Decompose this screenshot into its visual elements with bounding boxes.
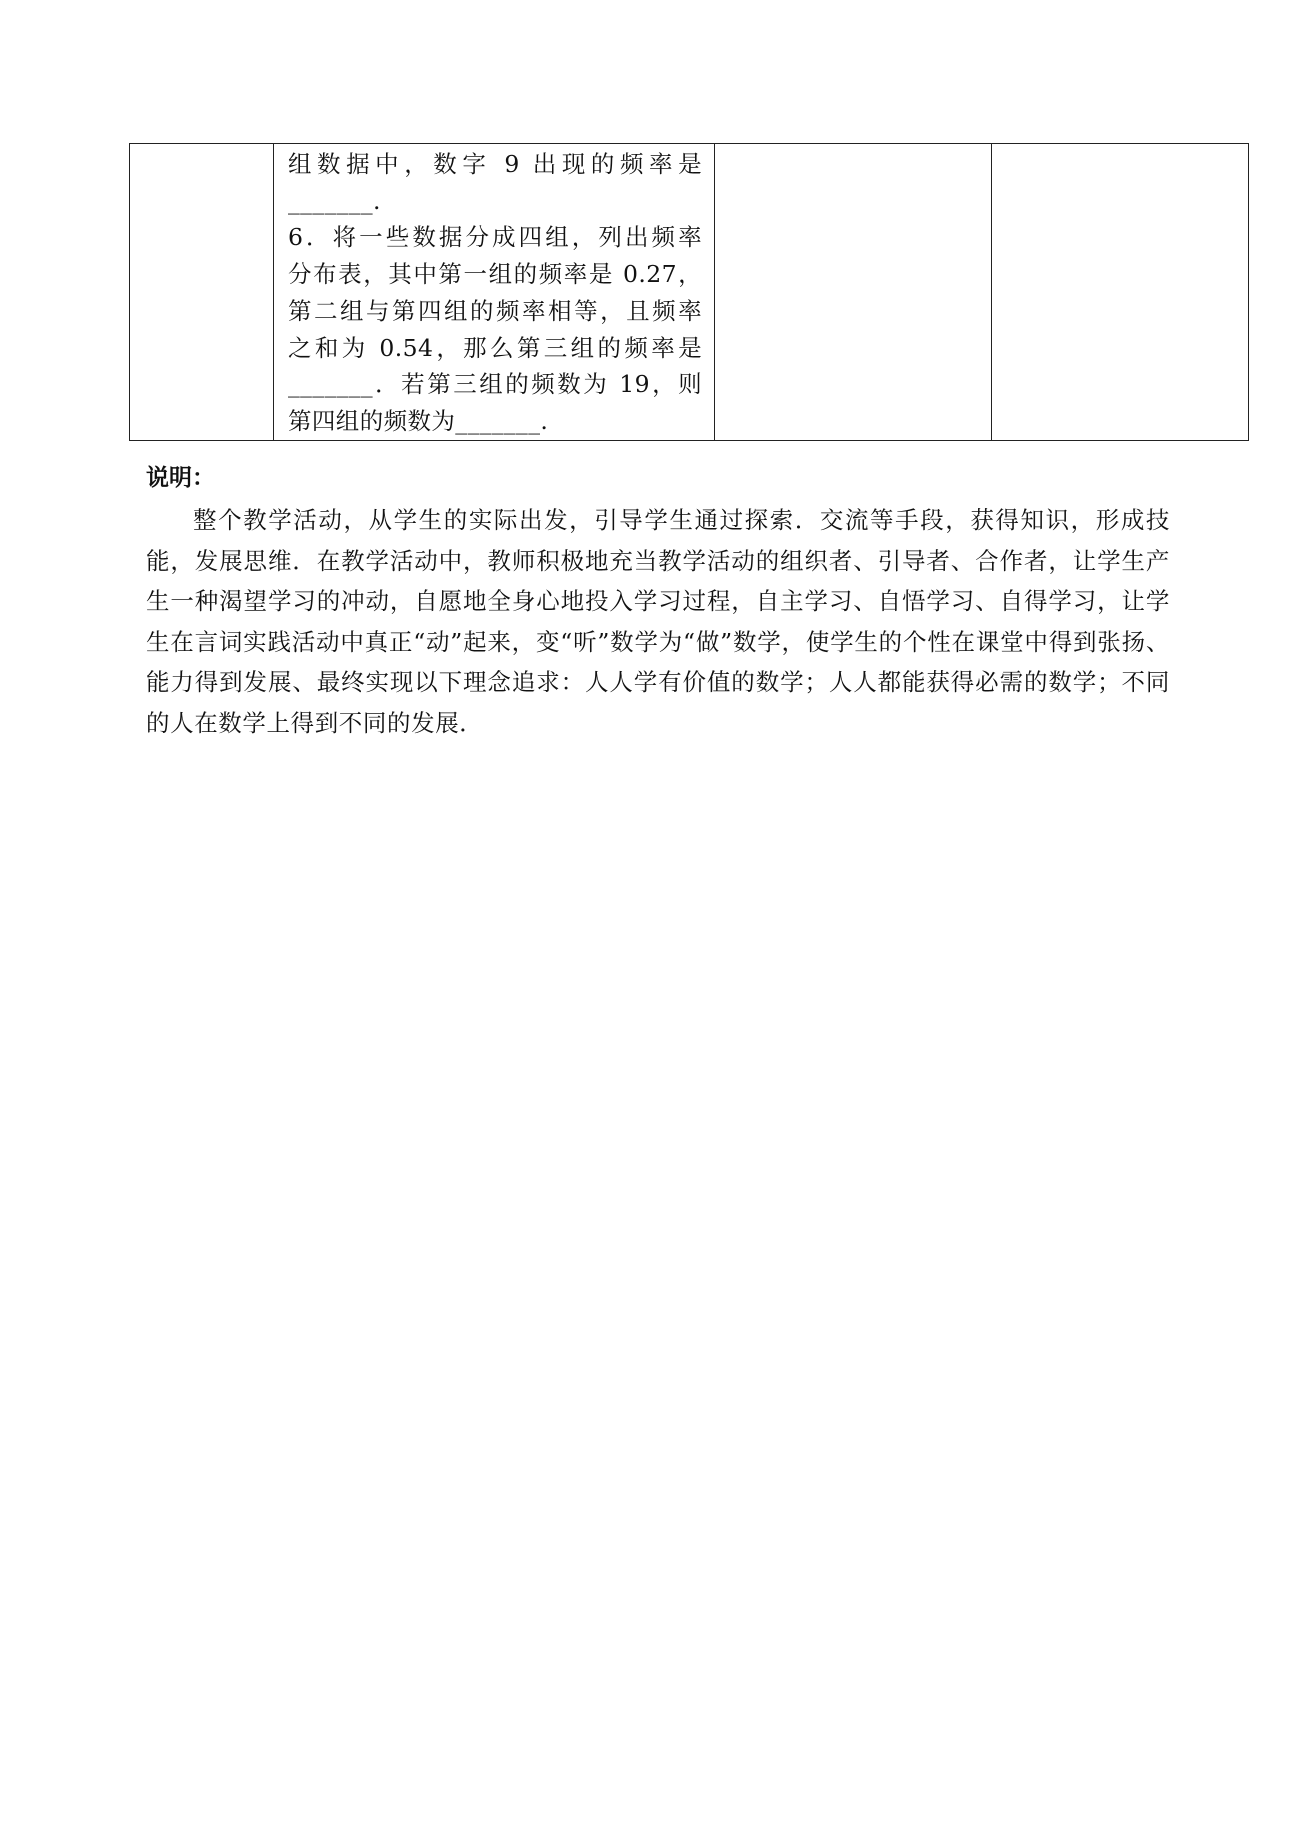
lesson-plan-table: [129, 143, 1249, 441]
table-row: [130, 144, 1249, 441]
exercise-line: 第二组与第四组的频率相等，且频率: [288, 296, 702, 325]
table-cell-student-activity: [715, 144, 992, 441]
exercise-line: 6．将一些数据分成四组，列出频率: [288, 223, 702, 252]
exercise-line: 组数据中，数字 9 出现的频率是: [288, 150, 702, 178]
exercise-text: [274, 144, 714, 440]
exercise-line: _______．若第三组的频数为 19，则: [288, 370, 702, 399]
exercise-line: 分布表，其中第一组的频率是 0.27，: [288, 260, 702, 289]
table-cell-exercises: [274, 144, 715, 441]
explanation-paragraph: 整个教学活动，从学生的实际出发，引导学生通过探索．交流等手段，获得知识，形成技能，发展思维．在教学活动中，教师积极地充当教学活动的组织者、引导者、合作者，让学生产生一种渴望学习的冲动，自愿地全身心地投入学习过程，自主学习、自悟学习、自得学习，让学生在言词实践活动中真正“动”起来，变“听”数学为“做”数学，使学生的个性在课堂中得到张扬、能力得到发展、最终实现以下理念追求：人人学有价值的数学；人人都能获得必需的数学；不同的人在数学上得到不同的发展．: [146, 506, 1170, 737]
table-cell-stage: [130, 144, 274, 441]
exercise-line: 第四组的频数为_______.: [288, 406, 549, 435]
exercise-line: _______.: [288, 186, 381, 215]
exercise-line: 之和为 0.54，那么第三组的频率是: [288, 333, 702, 362]
table-cell-notes: [992, 144, 1249, 441]
explanation-heading: 说明：: [146, 465, 215, 491]
